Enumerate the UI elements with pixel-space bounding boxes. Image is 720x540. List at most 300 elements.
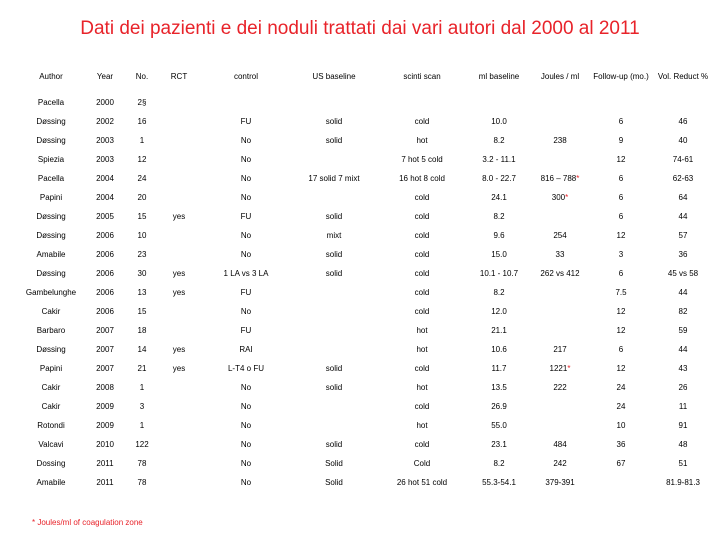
cell-text: 2009 [96,421,114,430]
cell-text: 81.9-81.3 [666,478,700,487]
table-cell [158,397,200,416]
cell-text: Døssing [36,212,66,221]
cell-text: 24 [616,383,626,392]
cell-text: cold [414,212,430,221]
table-cell [530,93,590,112]
table-cell [468,321,530,340]
table-cell [200,207,292,226]
cell-text: cold [414,250,430,259]
table-cell [530,245,590,264]
cell-text: 242 [553,459,567,468]
table-cell [292,321,376,340]
table-cell [468,93,530,112]
table-row [18,264,714,283]
cell-text: Amabile [36,250,66,259]
cell-text: 8.0 - 22.7 [482,174,516,183]
table-cell [126,131,158,150]
cell-text: 7 hot 5 cold [401,155,443,164]
table-cell [18,226,84,245]
cell-text: cold [414,193,430,202]
cell-text: 3 [618,250,624,259]
table-cell [18,416,84,435]
cell-text: Solid [325,459,343,468]
table-cell [84,245,126,264]
cell-text: 1 [139,136,145,145]
column-header: Author [39,71,63,81]
cell-text: 44 [678,212,688,221]
cell-text: 6 [618,269,624,278]
table-cell [468,245,530,264]
table-cell [18,150,84,169]
cell-text: 11.7 [491,364,507,373]
cell-text: Dossing [36,459,66,468]
cell-text: 6 [618,193,624,202]
table-cell [652,188,714,207]
cell-text: mixt [326,231,342,240]
table-cell [84,131,126,150]
cell-text: yes [172,364,186,373]
cell-text: 2006 [96,250,114,259]
cell-text: Døssing [36,117,66,126]
cell-text: 2007 [96,364,114,373]
cell-text: 64 [678,193,688,202]
table-cell [84,150,126,169]
table-cell [292,112,376,131]
table-cell [652,207,714,226]
table-cell [126,150,158,169]
table-cell [652,397,714,416]
cell-text: No [240,383,252,392]
table-cell [200,188,292,207]
table-cell [158,93,200,112]
table-cell [158,302,200,321]
table-cell [376,131,468,150]
cell-text: 59 [678,326,688,335]
table-cell [126,245,158,264]
cell-text: 11 [678,402,688,411]
cell-text: No [240,440,252,449]
cell-text: 23 [137,250,147,259]
table-cell [652,359,714,378]
table-cell [590,207,652,226]
column-header: Vol. Reduct % [657,71,709,81]
table-cell [158,321,200,340]
table-cell [376,207,468,226]
cell-text: solid [325,250,343,259]
cell-text: yes [172,269,186,278]
table-cell [126,302,158,321]
cell-text: 2003 [96,136,114,145]
table-cell [590,340,652,359]
footnote: * Joules/ml of coagulation zone [32,518,143,527]
table-cell [158,283,200,302]
cell-text: 2006 [96,307,114,316]
cell-text: 18 [137,326,147,335]
cell-text: 12 [616,326,626,335]
table-cell [126,416,158,435]
cell-text: yes [172,212,186,221]
table-cell [158,169,200,188]
table-row [18,397,714,416]
table-cell [652,112,714,131]
cell-text: Amabile [36,478,66,487]
table-cell [84,112,126,131]
cell-text: 55.3-54.1 [482,478,516,487]
cell-text: 26.9 [491,402,507,411]
cell-text: 484 [553,440,567,449]
cell-text: 13.5 [491,383,507,392]
cell-text: 26 hot 51 cold [396,478,448,487]
table-cell [590,264,652,283]
table-cell [18,397,84,416]
table-cell [468,416,530,435]
footnote-marker: * [565,193,569,202]
table-cell [652,435,714,454]
cell-text: No [240,174,252,183]
table-cell [18,340,84,359]
table-cell [530,435,590,454]
table-cell [652,340,714,359]
table-cell [376,112,468,131]
cell-text: 12 [616,231,626,240]
cell-text: 24 [616,402,626,411]
table-cell [376,359,468,378]
cell-text: Cakir [41,402,61,411]
cell-text: 3 [139,402,145,411]
cell-text: RAI [239,345,253,354]
cell-text: 217 [553,345,567,354]
table-cell [200,150,292,169]
cell-text: 16 hot 8 cold [399,174,445,183]
table-cell [530,150,590,169]
cell-text: cold [414,440,430,449]
cell-text: 9.6 [493,231,505,240]
table-cell [530,454,590,473]
table-cell [652,226,714,245]
table-cell [530,188,590,207]
cell-text: 2002 [96,117,114,126]
table-cell [158,245,200,264]
table-cell [126,283,158,302]
table-cell [530,302,590,321]
table-cell [652,93,714,112]
cell-text: Spiezia [37,155,65,164]
table-cell [292,416,376,435]
table-cell [292,226,376,245]
table-cell [530,359,590,378]
table-cell [18,207,84,226]
table-cell [652,169,714,188]
table-cell [590,378,652,397]
table-cell [200,226,292,245]
table-cell [590,416,652,435]
cell-text: 12 [616,307,626,316]
table-cell [126,340,158,359]
cell-text: Valcavi [38,440,64,449]
table-body [18,93,714,492]
cell-text: cold [414,288,430,297]
table-cell [530,416,590,435]
cell-text: 1 [139,383,145,392]
table-cell [200,435,292,454]
cell-text: No [240,459,252,468]
table-cell [292,188,376,207]
cell-text: Døssing [36,345,66,354]
cell-text: cold [414,364,430,373]
table-cell [84,188,126,207]
table-cell [200,397,292,416]
cell-text: 8.2 [493,459,505,468]
table-cell [158,359,200,378]
table-cell [126,359,158,378]
table-cell [292,397,376,416]
table-cell [126,226,158,245]
table-cell [652,378,714,397]
table-cell [158,435,200,454]
column-header: ml baseline [478,71,520,81]
table-cell [200,340,292,359]
table-cell [158,150,200,169]
table-cell [468,397,530,416]
cell-text: 8.2 [493,136,505,145]
table-cell [292,340,376,359]
cell-text: 2006 [96,231,114,240]
table-cell [18,188,84,207]
cell-text: 2006 [96,288,114,297]
table-cell [18,378,84,397]
table-cell [84,473,126,492]
table-cell [468,283,530,302]
table-cell [530,397,590,416]
table-cell [158,131,200,150]
cell-text: 300 [551,193,566,202]
patients-table [18,60,714,492]
cell-text: 43 [678,364,688,373]
table-cell [652,264,714,283]
cell-text: 2004 [96,174,114,183]
table-cell [376,264,468,283]
cell-text: 26 [678,383,688,392]
column-header: US baseline [312,71,356,81]
table-cell [530,283,590,302]
cell-text: 7.5 [615,288,627,297]
table-cell [18,283,84,302]
cell-text: 10 [616,421,626,430]
cell-text: 10.1 - 10.7 [479,269,519,278]
table-cell [468,340,530,359]
table-cell [158,340,200,359]
table-cell [84,283,126,302]
cell-text: 30 [137,269,147,278]
table-cell [126,93,158,112]
table-cell [468,454,530,473]
table-cell [590,131,652,150]
cell-text: Døssing [36,136,66,145]
table-cell [126,435,158,454]
table-cell [590,283,652,302]
cell-text: cold [414,117,430,126]
cell-text: cold [414,231,430,240]
cell-text: 44 [678,288,688,297]
table-cell [468,150,530,169]
cell-text: No [240,155,252,164]
table-cell [376,169,468,188]
table-cell [376,397,468,416]
table-cell [292,207,376,226]
cell-text: hot [416,136,428,145]
table-cell [126,321,158,340]
table-cell [200,378,292,397]
table-cell [468,131,530,150]
table-cell [468,207,530,226]
table-cell [530,207,590,226]
cell-text: 24.1 [491,193,507,202]
cell-text: FU [240,288,252,297]
cell-text: 2009 [96,402,114,411]
cell-text: 6 [618,174,624,183]
table-cell [590,454,652,473]
cell-text: 57 [678,231,688,240]
table-cell [376,435,468,454]
cell-text: L-T4 o FU [227,364,264,373]
table-row [18,207,714,226]
column-header: Joules / ml [540,71,580,81]
cell-text: solid [325,212,343,221]
cell-text: solid [325,440,343,449]
table-cell [530,112,590,131]
table-cell [126,207,158,226]
table-row [18,131,714,150]
cell-text: 8.2 [493,288,505,297]
table-cell [158,264,200,283]
cell-text: solid [325,136,343,145]
table-cell [18,112,84,131]
cell-text: 33 [555,250,565,259]
table-cell [376,188,468,207]
cell-text: 48 [678,440,688,449]
table-row [18,321,714,340]
cell-text: Barbaro [36,326,66,335]
table-cell [200,359,292,378]
table-cell [652,473,714,492]
table-cell [126,112,158,131]
table-cell [200,283,292,302]
cell-text: No [240,478,252,487]
table-cell [200,93,292,112]
table-cell [376,283,468,302]
footnote-marker: * [576,174,580,183]
cell-text: 46 [678,117,688,126]
table-cell [84,321,126,340]
cell-text: 1 LA vs 3 LA [223,269,269,278]
cell-text: 3.2 - 11.1 [482,155,516,164]
cell-text: 17 solid 7 mixt [308,174,360,183]
table-cell [530,473,590,492]
table-cell [158,378,200,397]
cell-text: 40 [678,136,688,145]
table-cell [652,131,714,150]
cell-text: 12 [616,364,626,373]
table-cell [468,302,530,321]
table-cell [200,302,292,321]
table-cell [376,245,468,264]
cell-text: 2011 [96,459,114,468]
cell-text: 78 [137,459,147,468]
cell-text: 2003 [96,155,114,164]
table-cell [530,378,590,397]
table-cell [158,226,200,245]
cell-text: hot [416,421,428,430]
table-cell [590,112,652,131]
page-title: Dati dei pazienti e dei noduli trattati dai vari autori dal 2000 al 2011 [80,18,640,39]
table-cell [200,112,292,131]
cell-text: Døssing [36,231,66,240]
table-cell [84,264,126,283]
table-cell [158,188,200,207]
table-cell [292,245,376,264]
table-cell [652,416,714,435]
cell-text: 10.0 [491,117,507,126]
table-cell [126,169,158,188]
cell-text: 15.0 [491,250,507,259]
table-cell [84,340,126,359]
table-cell [530,321,590,340]
cell-text: 14 [137,345,147,354]
table-cell [590,169,652,188]
cell-text: hot [416,326,428,335]
table-cell [126,397,158,416]
table-cell [292,93,376,112]
table-cell [468,473,530,492]
column-header: No. [135,71,149,81]
cell-text: yes [172,288,186,297]
table-cell [158,112,200,131]
cell-text: Rotondi [37,421,65,430]
cell-text: 10.6 [491,345,507,354]
table-cell [126,264,158,283]
cell-text: Gambelunghe [25,288,77,297]
table-cell [292,473,376,492]
footnote-marker: * [567,364,571,373]
table-cell [292,169,376,188]
table-cell [590,245,652,264]
table-cell [590,93,652,112]
table-cell [590,473,652,492]
table-cell [652,321,714,340]
table-cell [468,264,530,283]
table-cell [468,226,530,245]
cell-text: 9 [618,136,624,145]
cell-text: Døssing [36,269,66,278]
cell-text: No [240,231,252,240]
table-cell [200,131,292,150]
cell-text: 21.1 [491,326,507,335]
cell-text: Papini [39,193,63,202]
table-cell [126,378,158,397]
table-cell [84,207,126,226]
cell-text: 2000 [96,98,114,107]
cell-text: 36 [616,440,626,449]
table-row [18,169,714,188]
table-cell [18,93,84,112]
table-cell [652,150,714,169]
table-cell [84,302,126,321]
cell-text: Pacella [37,98,65,107]
table-cell [200,454,292,473]
table-cell [18,454,84,473]
cell-text: 12 [137,155,147,164]
column-header: scinti scan [403,71,441,81]
